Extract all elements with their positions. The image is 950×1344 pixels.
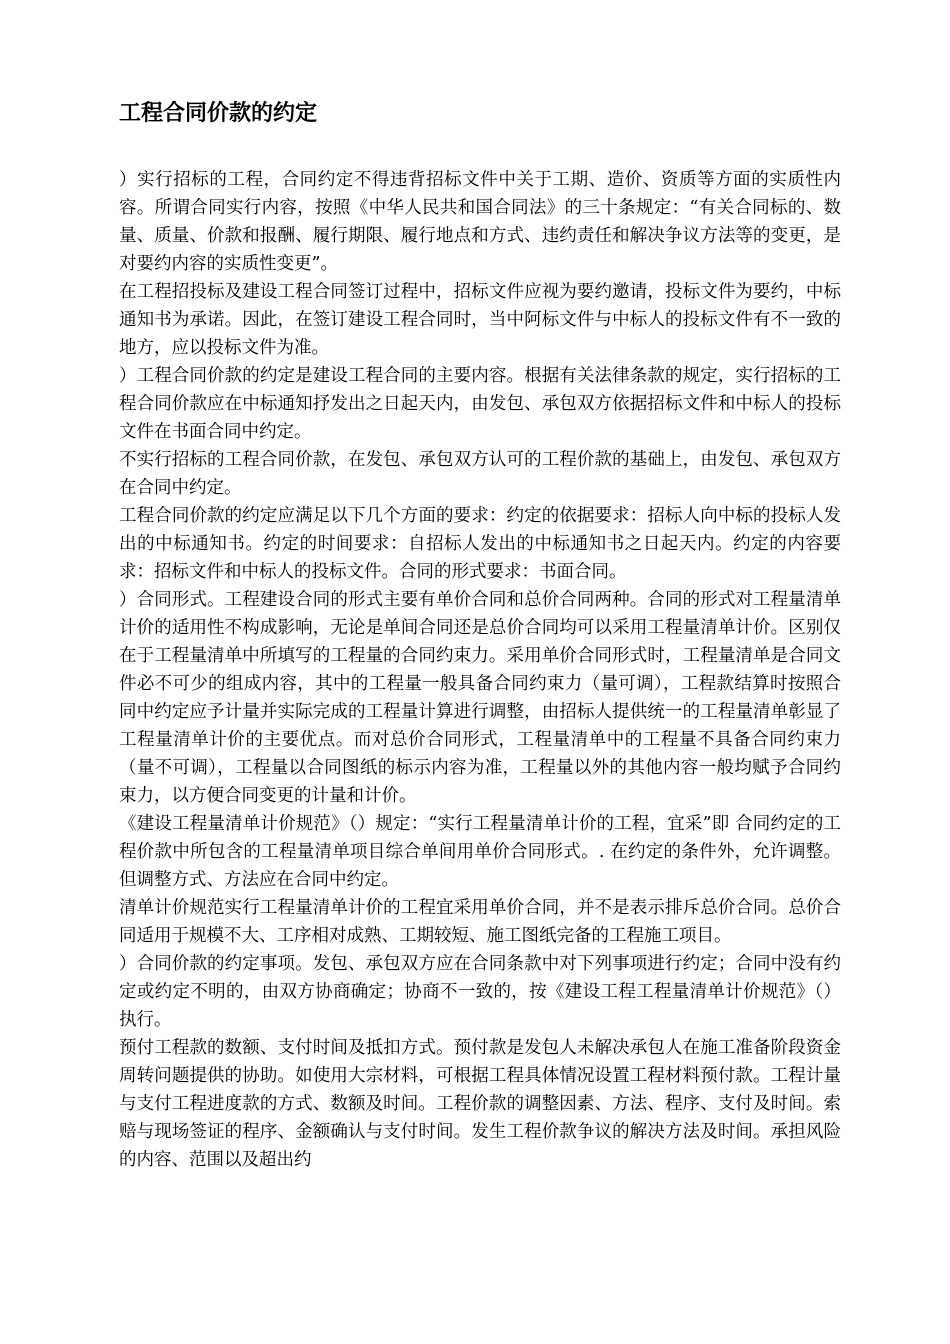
document-title: 工程合同价款的约定 [119, 101, 318, 126]
paragraph: 《建设工程量清单计价规范》（）规定：“实行工程量清单计价的工程，宜采”即 合同约定的工程价款中所包含的工程量清单项目综合单间用单价合同形式。. 在约定的条件外，允许调整。但调整方式、方法应在合同中约定。 [119, 814, 841, 890]
document-body [119, 166, 841, 1174]
paragraph: 工程合同价款的约定应满足以下几个方面的要求：约定的依据要求：招标人向中标的投标人发出的中标通知书。约定的时间要求：自招标人发出的中标通知书之日起天内。约定的内容要求：招标文件和中标人的投标文件。合同的形式要求：书面合同。 [119, 506, 841, 582]
paragraph: ）实行招标的工程，合同约定不得违背招标文件中关于工期、造价、资质等方面的实质性内容。所谓合同实行内容，按照《中华人民共和国合同法》的三十条规定：“有关合同标的、数量、质量、价款和报酬、履行期限、履行地点和方式、违约责任和解决争议方法等的变更，是对要约内容的实质性变更”。 [119, 170, 841, 274]
paragraph: 清单计价规范实行工程量清单计价的工程宜采用单价合同，并不是表示排斥总价合同。总价合同适用于规模不大、工序相对成熟、工期较短、施工图纸完备的工程施工项目。 [119, 898, 841, 946]
paragraph: 预付工程款的数额、支付时间及抵扣方式。预付款是发包人未解决承包人在施工准备阶段资金周转问题提供的协助。如使用大宗材料，可根据工程具体情况设置工程材料预付款。工程计量与支付工程进度款的方式、数额及时间。工程价款的调整因素、方法、程序、支付及时间。索赔与现场签证的程序、金额确认与支付时间。发生工程价款争议的解决方法及时间。承担风险的内容、范围以及超出约 [119, 1038, 841, 1170]
paragraph: ）合同价款的约定事项。发包、承包双方应在合同条款中对下列事项进行约定；合同中没有约定或约定不明的，由双方协商确定；协商不一致的，按《建设工程工程量清单计价规范》（）执行。 [119, 954, 841, 1030]
paragraph: ）合同形式。工程建设合同的形式主要有单价合同和总价合同两种。合同的形式对工程量清单计价的适用性不构成影响，无论是单间合同还是总价合同均可以采用工程量清单计价。区别仅在于工程量清单中所填写的工程量的合同约束力。采用单价合同形式时，工程量清单是合同文件必不可少的组成内容，其中的工程量一般具备合同约束力（量可调），工程款结算时按照合同中约定应予计量并实际完成的工程量计算进行调整，由招标人提供统一的工程量清单彰显了工程量清单计价的主要优点。而对总价合同形式，工程量清单中的工程量不具备合同约束力（量不可调），工程量以合同图纸的标示内容为准，工程量以外的其他内容一般均赋予合同约束力，以方便合同变更的计量和计价。 [119, 590, 841, 806]
paragraph: ）工程合同价款的约定是建设工程合同的主要内容。根据有关法律条款的规定，实行招标的工程合同价款应在中标通知抒发出之日起天内，由发包、承包双方依据招标文件和中标人的投标文件在书面合同中约定。 [119, 366, 841, 442]
paragraph: 不实行招标的工程合同价款，在发包、承包双方认可的工程价款的基础上，由发包、承包双方在合同中约定。 [119, 450, 841, 498]
paragraph: 在工程招投标及建设工程合同签订过程中，招标文件应视为要约邀请，投标文件为要约，中标通知书为承诺。因此，在签订建设工程合同时，当中阿标文件与中标人的投标文件有不一致的地方，应以投标文件为准。 [119, 282, 841, 358]
